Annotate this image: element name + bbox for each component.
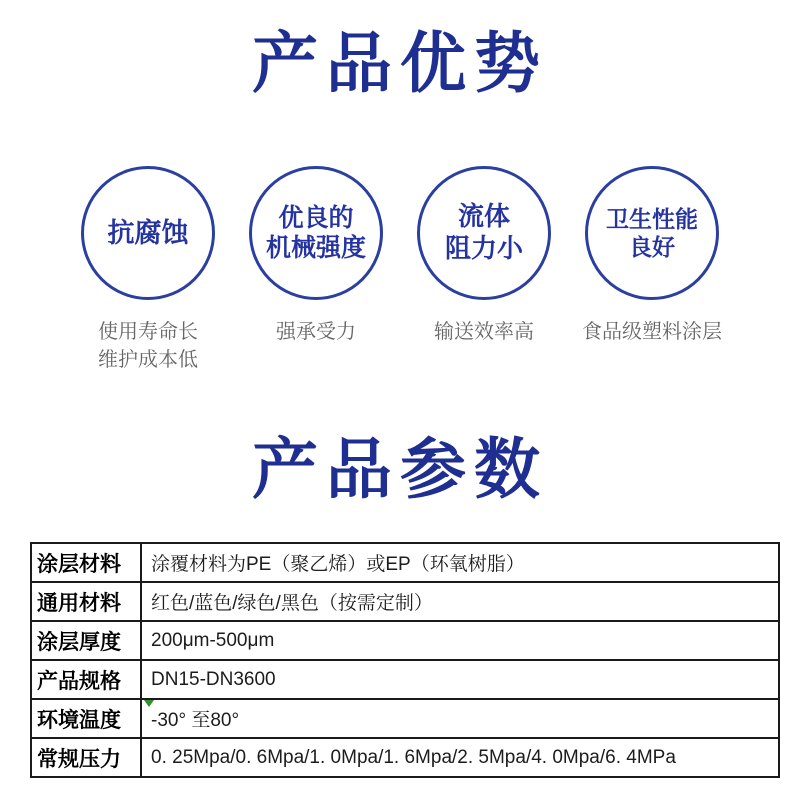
- param-value-text: -30° 至80°: [151, 710, 240, 731]
- caption-line: 强承受力: [276, 321, 356, 343]
- param-value-general-material: 红色/蓝色/绿色/黑色（按需定制）: [141, 582, 779, 621]
- circle-label: 卫生性能: [606, 205, 698, 232]
- param-value-ambient-temperature: [141, 699, 779, 738]
- advantage-item-mechanical-strength: [236, 166, 396, 374]
- advantage-item-anticorrosion: [68, 166, 228, 374]
- advantages-circles-row: [0, 166, 800, 374]
- advantages-title: 产品优势: [252, 26, 548, 100]
- table-row: [31, 582, 779, 621]
- table-row: [31, 543, 779, 582]
- advantage-item-low-fluid-resistance: [404, 166, 564, 374]
- param-value-standard-pressure: 0. 25Mpa/0. 6Mpa/1. 0Mpa/1. 6Mpa/2. 5Mpa/4. 0Mpa/6. 4MPa: [141, 738, 779, 777]
- caption-line: 使用寿命长: [98, 321, 198, 343]
- advantages-section: [0, 0, 800, 374]
- parameters-section: [0, 432, 800, 778]
- circle-label: 流体: [457, 201, 510, 232]
- advantage-circle: [249, 166, 383, 300]
- parameters-table: [30, 542, 780, 778]
- param-value-coating-thickness: 200μm-500μm: [141, 621, 779, 660]
- param-label-general-material: 通用材料: [31, 582, 141, 621]
- circle-label: 机械强度: [265, 234, 366, 262]
- circle-label: 阻力小: [444, 233, 523, 263]
- advantage-caption: [572, 318, 732, 346]
- caption-line: 食品级塑料涂层: [582, 321, 722, 343]
- advantage-caption: [68, 318, 228, 374]
- advantage-caption: [236, 318, 396, 346]
- circle-label: 抗腐蚀: [107, 217, 189, 248]
- table-row: [31, 621, 779, 660]
- advantage-caption: [404, 318, 564, 346]
- caption-line: 输送效率高: [434, 321, 534, 343]
- advantage-circle: [81, 166, 215, 300]
- caption-line: 维护成本低: [98, 349, 198, 371]
- table-row: [31, 660, 779, 699]
- advantage-circle: [417, 166, 551, 300]
- param-label-product-spec: 产品规格: [31, 660, 141, 699]
- parameters-title: 产品参数: [252, 432, 548, 506]
- cell-comment-marker-icon: [144, 700, 154, 707]
- circle-label: 良好: [629, 234, 675, 260]
- table-row: [31, 738, 779, 777]
- param-label-coating-thickness: 涂层厚度: [31, 621, 141, 660]
- advantage-circle: [585, 166, 719, 300]
- advantage-item-hygienic: [572, 166, 732, 374]
- circle-label: 优良的: [278, 203, 354, 232]
- param-label-ambient-temperature: 环境温度: [31, 699, 141, 738]
- param-value-product-spec: DN15-DN3600: [141, 660, 779, 699]
- param-label-standard-pressure: 常规压力: [31, 738, 141, 777]
- param-value-coating-material: 涂覆材料为PE（聚乙烯）或EP（环氧树脂）: [141, 543, 779, 582]
- param-label-coating-material: 涂层材料: [31, 543, 141, 582]
- table-row: [31, 699, 779, 738]
